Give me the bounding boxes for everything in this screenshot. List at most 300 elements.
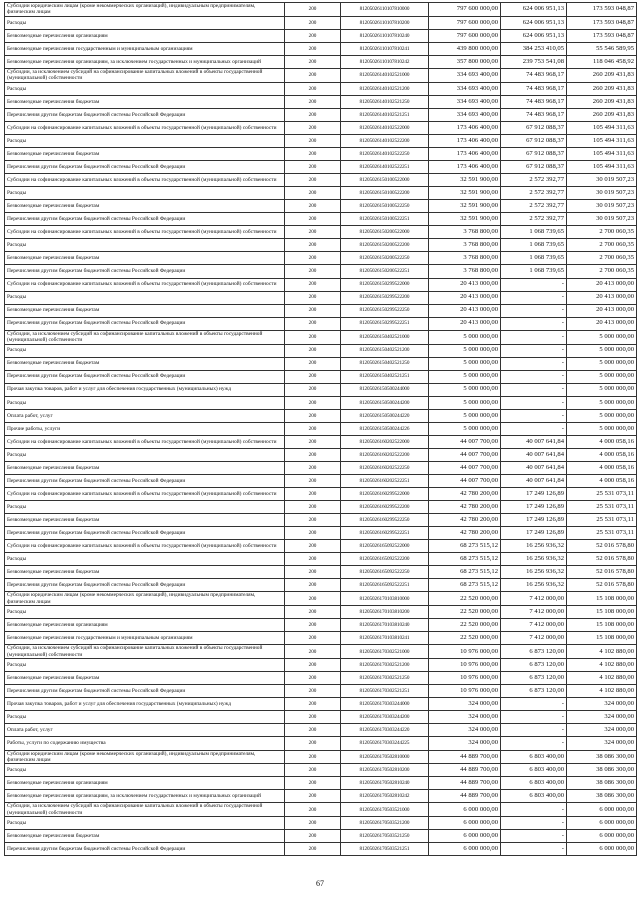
row-executed-amount: 17 249 126,89 bbox=[501, 501, 567, 514]
row-unexecuted-amount: 52 016 578,80 bbox=[567, 566, 637, 579]
row-code: 200 bbox=[285, 108, 341, 121]
row-code: 200 bbox=[285, 566, 341, 579]
row-executed-amount: - bbox=[501, 724, 567, 737]
row-executed-amount: 624 006 951,13 bbox=[501, 29, 567, 42]
row-executed-amount: 1 068 739,65 bbox=[501, 239, 567, 252]
row-executed-amount: 7 412 000,00 bbox=[501, 606, 567, 619]
row-name: Расходы bbox=[5, 659, 285, 672]
row-name: Безвозмездные перечисления бюджетам bbox=[5, 95, 285, 108]
row-kbk: 81205026160299522000 bbox=[341, 488, 429, 501]
row-executed-amount: - bbox=[501, 803, 567, 817]
row-kbk: 81205026110107810240 bbox=[341, 29, 429, 42]
row-executed-amount: 6 803 400,00 bbox=[501, 790, 567, 803]
row-unexecuted-amount: 5 000 000,00 bbox=[567, 383, 637, 396]
row-name: Безвозмездные перечисления бюджетам bbox=[5, 566, 285, 579]
row-name: Перечисления другим бюджетам бюджетной системы Российской Федерации bbox=[5, 213, 285, 226]
row-kbk: 81205026170303244200 bbox=[341, 711, 429, 724]
row-code: 200 bbox=[285, 659, 341, 672]
row-kbk: 81205026165092522251 bbox=[341, 579, 429, 592]
row-executed-amount: 6 873 120,00 bbox=[501, 672, 567, 685]
row-unexecuted-amount: 25 531 073,11 bbox=[567, 514, 637, 527]
table-row bbox=[5, 396, 637, 409]
row-name: Расходы bbox=[5, 764, 285, 777]
row-executed-amount: 74 483 968,17 bbox=[501, 95, 567, 108]
row-name: Расходы bbox=[5, 501, 285, 514]
table-row bbox=[5, 265, 637, 278]
row-executed-amount: - bbox=[501, 317, 567, 330]
row-name: Расходы bbox=[5, 82, 285, 95]
table-row bbox=[5, 553, 637, 566]
row-code: 200 bbox=[285, 252, 341, 265]
row-name: Субсидии, за исключением субсидий на софинансирование капитальных вложений в объекты государственной (муниципальной) собственности bbox=[5, 69, 285, 83]
row-approved-amount: 10 976 000,00 bbox=[429, 659, 501, 672]
row-kbk: 81205026140102522200 bbox=[341, 135, 429, 148]
row-executed-amount: - bbox=[501, 698, 567, 711]
row-name: Безвозмездные перечисления организациям bbox=[5, 29, 285, 42]
row-unexecuted-amount: 20 413 000,00 bbox=[567, 278, 637, 291]
row-code: 200 bbox=[285, 737, 341, 750]
row-code: 200 bbox=[285, 632, 341, 645]
row-code: 200 bbox=[285, 226, 341, 239]
row-name: Оплата работ, услуг bbox=[5, 409, 285, 422]
row-name: Безвозмездные перечисления бюджетам bbox=[5, 357, 285, 370]
row-name: Перечисления другим бюджетам бюджетной системы Российской Федерации bbox=[5, 843, 285, 856]
row-code: 200 bbox=[285, 304, 341, 317]
table-row bbox=[5, 488, 637, 501]
table-row bbox=[5, 82, 637, 95]
row-unexecuted-amount: 173 593 048,87 bbox=[567, 3, 637, 17]
row-executed-amount: 67 912 088,37 bbox=[501, 135, 567, 148]
row-name: Субсидии на софинансирование капитальных вложений в объекты государственной (муниципальной) собственности bbox=[5, 435, 285, 448]
row-code: 200 bbox=[285, 592, 341, 606]
row-unexecuted-amount: 2 700 060,35 bbox=[567, 226, 637, 239]
row-kbk: 81205026160299522200 bbox=[341, 501, 429, 514]
row-executed-amount: 74 483 968,17 bbox=[501, 82, 567, 95]
table-row bbox=[5, 383, 637, 396]
row-name: Прочая закупка товаров, работ и услуг для обеспечения государственных (муниципальных) нужд bbox=[5, 698, 285, 711]
table-row bbox=[5, 659, 637, 672]
row-executed-amount: - bbox=[501, 344, 567, 357]
table-row bbox=[5, 514, 637, 527]
row-kbk: 81205026150500244220 bbox=[341, 409, 429, 422]
row-executed-amount: - bbox=[501, 304, 567, 317]
table-row bbox=[5, 187, 637, 200]
table-row bbox=[5, 174, 637, 187]
row-name: Расходы bbox=[5, 187, 285, 200]
row-executed-amount: - bbox=[501, 409, 567, 422]
table-row bbox=[5, 435, 637, 448]
row-unexecuted-amount: 105 494 311,63 bbox=[567, 161, 637, 174]
row-name: Субсидии, за исключением субсидий на софинансирование капитальных вложений в объекты государственной (муниципальной) собственности bbox=[5, 803, 285, 817]
row-approved-amount: 44 007 700,00 bbox=[429, 435, 501, 448]
row-code: 200 bbox=[285, 3, 341, 17]
row-code: 200 bbox=[285, 148, 341, 161]
row-unexecuted-amount: 5 000 000,00 bbox=[567, 409, 637, 422]
table-row bbox=[5, 55, 637, 68]
row-name: Безвозмездные перечисления государственным и муниципальным организациям bbox=[5, 42, 285, 55]
row-kbk: 81205026165092522200 bbox=[341, 553, 429, 566]
row-code: 200 bbox=[285, 790, 341, 803]
row-executed-amount: 7 412 000,00 bbox=[501, 592, 567, 606]
row-name: Безвозмездные перечисления бюджетам bbox=[5, 672, 285, 685]
row-name: Безвозмездные перечисления бюджетам bbox=[5, 252, 285, 265]
row-code: 200 bbox=[285, 645, 341, 659]
table-row bbox=[5, 817, 637, 830]
row-code: 200 bbox=[285, 724, 341, 737]
row-approved-amount: 22 520 000,00 bbox=[429, 632, 501, 645]
row-name: Перечисления другим бюджетам бюджетной системы Российской Федерации bbox=[5, 685, 285, 698]
row-approved-amount: 334 693 400,00 bbox=[429, 108, 501, 121]
row-approved-amount: 3 768 800,00 bbox=[429, 252, 501, 265]
row-approved-amount: 22 520 000,00 bbox=[429, 592, 501, 606]
row-name: Перечисления другим бюджетам бюджетной системы Российской Федерации bbox=[5, 527, 285, 540]
row-executed-amount: 6 803 400,00 bbox=[501, 750, 567, 764]
row-name: Перечисления другим бюджетам бюджетной системы Российской Федерации bbox=[5, 265, 285, 278]
row-code: 200 bbox=[285, 291, 341, 304]
row-kbk: 81205026170103810241 bbox=[341, 632, 429, 645]
table-row bbox=[5, 330, 637, 344]
row-approved-amount: 5 000 000,00 bbox=[429, 370, 501, 383]
row-code: 200 bbox=[285, 672, 341, 685]
table-row bbox=[5, 579, 637, 592]
row-unexecuted-amount: 260 209 431,83 bbox=[567, 95, 637, 108]
row-kbk: 81205026150402521250 bbox=[341, 357, 429, 370]
row-approved-amount: 334 693 400,00 bbox=[429, 95, 501, 108]
row-executed-amount: 17 249 126,89 bbox=[501, 514, 567, 527]
row-name: Безвозмездные перечисления организациям, за исключением государственных и муниципальных организаций bbox=[5, 55, 285, 68]
row-code: 200 bbox=[285, 409, 341, 422]
row-executed-amount: - bbox=[501, 422, 567, 435]
table-row bbox=[5, 619, 637, 632]
row-executed-amount: 67 912 088,37 bbox=[501, 161, 567, 174]
row-executed-amount: 384 253 410,05 bbox=[501, 42, 567, 55]
row-unexecuted-amount: 4 000 058,16 bbox=[567, 474, 637, 487]
row-kbk: 81205026150200522000 bbox=[341, 226, 429, 239]
row-kbk: 81205026165092522000 bbox=[341, 540, 429, 553]
row-executed-amount: 67 912 088,37 bbox=[501, 148, 567, 161]
row-unexecuted-amount: 260 209 431,83 bbox=[567, 108, 637, 121]
row-name: Работы, услуги по содержанию имущества bbox=[5, 737, 285, 750]
table-row bbox=[5, 566, 637, 579]
row-code: 200 bbox=[285, 579, 341, 592]
row-name: Субсидии на софинансирование капитальных вложений в объекты государственной (муниципальной) собственности bbox=[5, 226, 285, 239]
row-approved-amount: 5 000 000,00 bbox=[429, 409, 501, 422]
row-executed-amount: - bbox=[501, 278, 567, 291]
row-kbk: 81205026170103810200 bbox=[341, 606, 429, 619]
row-unexecuted-amount: 38 086 300,00 bbox=[567, 777, 637, 790]
row-approved-amount: 20 413 000,00 bbox=[429, 317, 501, 330]
row-unexecuted-amount: 173 593 048,87 bbox=[567, 29, 637, 42]
budget-execution-table bbox=[4, 2, 637, 856]
row-kbk: 81205026170302521200 bbox=[341, 659, 429, 672]
row-approved-amount: 42 780 200,00 bbox=[429, 514, 501, 527]
row-approved-amount: 6 000 000,00 bbox=[429, 843, 501, 856]
table-row bbox=[5, 527, 637, 540]
row-kbk: 81205026170303244225 bbox=[341, 737, 429, 750]
row-unexecuted-amount: 6 000 000,00 bbox=[567, 843, 637, 856]
row-approved-amount: 68 273 515,12 bbox=[429, 553, 501, 566]
row-unexecuted-amount: 2 700 060,35 bbox=[567, 239, 637, 252]
row-unexecuted-amount: 105 494 311,63 bbox=[567, 121, 637, 134]
row-name: Субсидии, за исключением субсидий на софинансирование капитальных вложений в объекты государственной (муниципальной) собственности bbox=[5, 330, 285, 344]
table-row bbox=[5, 213, 637, 226]
row-executed-amount: 2 572 392,77 bbox=[501, 174, 567, 187]
table-body bbox=[5, 3, 637, 856]
row-approved-amount: 173 406 400,00 bbox=[429, 161, 501, 174]
row-unexecuted-amount: 15 108 000,00 bbox=[567, 592, 637, 606]
row-code: 200 bbox=[285, 239, 341, 252]
table-row bbox=[5, 148, 637, 161]
row-executed-amount: 74 483 968,17 bbox=[501, 69, 567, 83]
row-approved-amount: 68 273 515,12 bbox=[429, 566, 501, 579]
row-kbk: 81205026140102521251 bbox=[341, 108, 429, 121]
row-code: 200 bbox=[285, 488, 341, 501]
row-code: 200 bbox=[285, 711, 341, 724]
row-unexecuted-amount: 4 102 880,00 bbox=[567, 685, 637, 698]
row-name: Субсидии юридическим лицам (кроме некоммерческих организаций), индивидуальным предпринимателям, физическим лицам bbox=[5, 3, 285, 17]
table-row bbox=[5, 95, 637, 108]
row-unexecuted-amount: 4 102 880,00 bbox=[567, 659, 637, 672]
row-name: Расходы bbox=[5, 239, 285, 252]
row-unexecuted-amount: 4 000 058,16 bbox=[567, 461, 637, 474]
row-executed-amount: - bbox=[501, 817, 567, 830]
row-executed-amount: - bbox=[501, 843, 567, 856]
row-kbk: 81205026150402521251 bbox=[341, 370, 429, 383]
row-kbk: 81205026170302521250 bbox=[341, 672, 429, 685]
row-kbk: 81205026150100522000 bbox=[341, 174, 429, 187]
row-unexecuted-amount: 4 102 880,00 bbox=[567, 672, 637, 685]
row-executed-amount: 7 412 000,00 bbox=[501, 632, 567, 645]
row-name: Безвозмездные перечисления государственным и муниципальным организациям bbox=[5, 632, 285, 645]
row-unexecuted-amount: 5 000 000,00 bbox=[567, 422, 637, 435]
row-kbk: 81205026170302521251 bbox=[341, 685, 429, 698]
row-kbk: 81205026170502810240 bbox=[341, 777, 429, 790]
row-executed-amount: 40 007 641,84 bbox=[501, 461, 567, 474]
row-code: 200 bbox=[285, 69, 341, 83]
row-approved-amount: 5 000 000,00 bbox=[429, 344, 501, 357]
row-approved-amount: 3 768 800,00 bbox=[429, 265, 501, 278]
row-code: 200 bbox=[285, 330, 341, 344]
row-executed-amount: 624 006 951,13 bbox=[501, 3, 567, 17]
row-approved-amount: 32 591 900,00 bbox=[429, 187, 501, 200]
row-code: 200 bbox=[285, 514, 341, 527]
row-kbk: 81205026140102521000 bbox=[341, 69, 429, 83]
row-kbk: 81205026160299522250 bbox=[341, 514, 429, 527]
row-kbk: 81205026150500244226 bbox=[341, 422, 429, 435]
row-name: Безвозмездные перечисления бюджетам bbox=[5, 304, 285, 317]
row-unexecuted-amount: 20 413 000,00 bbox=[567, 317, 637, 330]
row-executed-amount: - bbox=[501, 737, 567, 750]
row-kbk: 81205026150500244200 bbox=[341, 396, 429, 409]
row-executed-amount: 6 803 400,00 bbox=[501, 764, 567, 777]
row-name: Безвозмездные перечисления бюджетам bbox=[5, 200, 285, 213]
row-code: 200 bbox=[285, 187, 341, 200]
row-unexecuted-amount: 30 019 507,23 bbox=[567, 200, 637, 213]
table-row bbox=[5, 803, 637, 817]
row-kbk: 81205026150100522200 bbox=[341, 187, 429, 200]
row-approved-amount: 5 000 000,00 bbox=[429, 422, 501, 435]
row-executed-amount: 17 249 126,89 bbox=[501, 527, 567, 540]
row-approved-amount: 324 000,00 bbox=[429, 737, 501, 750]
row-name: Субсидии юридическим лицам (кроме некоммерческих организаций), индивидуальным предпринимателям, физическим лицам bbox=[5, 750, 285, 764]
row-unexecuted-amount: 25 531 073,11 bbox=[567, 501, 637, 514]
row-approved-amount: 334 693 400,00 bbox=[429, 69, 501, 83]
table-row bbox=[5, 672, 637, 685]
row-approved-amount: 42 780 200,00 bbox=[429, 527, 501, 540]
row-executed-amount: 40 007 641,84 bbox=[501, 448, 567, 461]
row-executed-amount: 239 753 541,08 bbox=[501, 55, 567, 68]
row-code: 200 bbox=[285, 383, 341, 396]
row-unexecuted-amount: 5 000 000,00 bbox=[567, 357, 637, 370]
row-kbk: 81205026160202522251 bbox=[341, 474, 429, 487]
table-row bbox=[5, 108, 637, 121]
row-executed-amount: 74 483 968,17 bbox=[501, 108, 567, 121]
row-code: 200 bbox=[285, 278, 341, 291]
table-row bbox=[5, 461, 637, 474]
row-unexecuted-amount: 5 000 000,00 bbox=[567, 396, 637, 409]
row-name: Субсидии на софинансирование капитальных вложений в объекты государственной (муниципальной) собственности bbox=[5, 488, 285, 501]
row-code: 200 bbox=[285, 698, 341, 711]
table-row bbox=[5, 843, 637, 856]
row-approved-amount: 797 600 000,00 bbox=[429, 3, 501, 17]
row-approved-amount: 68 273 515,12 bbox=[429, 540, 501, 553]
row-executed-amount: 16 256 936,32 bbox=[501, 579, 567, 592]
table-row bbox=[5, 370, 637, 383]
table-row bbox=[5, 409, 637, 422]
row-approved-amount: 20 413 000,00 bbox=[429, 278, 501, 291]
row-approved-amount: 32 591 900,00 bbox=[429, 174, 501, 187]
row-unexecuted-amount: 6 000 000,00 bbox=[567, 803, 637, 817]
row-kbk: 81205026170502810242 bbox=[341, 790, 429, 803]
row-name: Перечисления другим бюджетам бюджетной системы Российской Федерации bbox=[5, 161, 285, 174]
row-approved-amount: 5 000 000,00 bbox=[429, 330, 501, 344]
row-executed-amount: - bbox=[501, 711, 567, 724]
row-unexecuted-amount: 52 016 578,80 bbox=[567, 579, 637, 592]
row-approved-amount: 32 591 900,00 bbox=[429, 200, 501, 213]
row-name: Расходы bbox=[5, 817, 285, 830]
row-approved-amount: 173 406 400,00 bbox=[429, 121, 501, 134]
row-executed-amount: - bbox=[501, 396, 567, 409]
table-row bbox=[5, 69, 637, 83]
row-executed-amount: - bbox=[501, 370, 567, 383]
table-row bbox=[5, 750, 637, 764]
table-row bbox=[5, 632, 637, 645]
row-kbk: 81205026170502810000 bbox=[341, 750, 429, 764]
row-approved-amount: 42 780 200,00 bbox=[429, 501, 501, 514]
row-unexecuted-amount: 173 593 048,87 bbox=[567, 16, 637, 29]
row-executed-amount: 1 068 739,65 bbox=[501, 252, 567, 265]
row-kbk: 81205026110107810241 bbox=[341, 42, 429, 55]
row-name: Перечисления другим бюджетам бюджетной системы Российской Федерации bbox=[5, 370, 285, 383]
row-executed-amount: 6 873 120,00 bbox=[501, 645, 567, 659]
row-executed-amount: 624 006 951,13 bbox=[501, 16, 567, 29]
row-name: Безвозмездные перечисления бюджетам bbox=[5, 148, 285, 161]
row-name: Перечисления другим бюджетам бюджетной системы Российской Федерации bbox=[5, 108, 285, 121]
table-row bbox=[5, 278, 637, 291]
row-kbk: 81205026170303244220 bbox=[341, 724, 429, 737]
row-kbk: 81205026150299522250 bbox=[341, 304, 429, 317]
row-kbk: 81205026170303244000 bbox=[341, 698, 429, 711]
row-approved-amount: 5 000 000,00 bbox=[429, 396, 501, 409]
row-name: Перечисления другим бюджетам бюджетной системы Российской Федерации bbox=[5, 474, 285, 487]
row-approved-amount: 44 007 700,00 bbox=[429, 448, 501, 461]
row-code: 200 bbox=[285, 200, 341, 213]
row-unexecuted-amount: 6 000 000,00 bbox=[567, 817, 637, 830]
row-approved-amount: 3 768 800,00 bbox=[429, 226, 501, 239]
table-row bbox=[5, 592, 637, 606]
table-row bbox=[5, 540, 637, 553]
row-code: 200 bbox=[285, 843, 341, 856]
row-name: Безвозмездные перечисления бюджетам bbox=[5, 830, 285, 843]
row-approved-amount: 44 889 700,00 bbox=[429, 764, 501, 777]
row-name: Субсидии юридическим лицам (кроме некоммерческих организаций), индивидуальным предпринимателям, физическим лицам bbox=[5, 592, 285, 606]
row-unexecuted-amount: 30 019 507,23 bbox=[567, 213, 637, 226]
row-unexecuted-amount: 4 102 880,00 bbox=[567, 645, 637, 659]
row-code: 200 bbox=[285, 16, 341, 29]
table-row bbox=[5, 239, 637, 252]
row-kbk: 81205026150402521000 bbox=[341, 330, 429, 344]
row-unexecuted-amount: 2 700 060,35 bbox=[567, 252, 637, 265]
row-kbk: 81205026170503521250 bbox=[341, 830, 429, 843]
row-executed-amount: 16 256 936,32 bbox=[501, 566, 567, 579]
table-row bbox=[5, 711, 637, 724]
row-code: 200 bbox=[285, 95, 341, 108]
row-name: Субсидии на софинансирование капитальных вложений в объекты государственной (муниципальной) собственности bbox=[5, 540, 285, 553]
row-executed-amount: 7 412 000,00 bbox=[501, 619, 567, 632]
table-row bbox=[5, 317, 637, 330]
row-name: Перечисления другим бюджетам бюджетной системы Российской Федерации bbox=[5, 579, 285, 592]
row-kbk: 81205026150299522251 bbox=[341, 317, 429, 330]
row-kbk: 81205026110107810242 bbox=[341, 55, 429, 68]
row-name: Расходы bbox=[5, 606, 285, 619]
table-row bbox=[5, 724, 637, 737]
row-approved-amount: 5 000 000,00 bbox=[429, 357, 501, 370]
row-executed-amount: - bbox=[501, 830, 567, 843]
row-name: Расходы bbox=[5, 448, 285, 461]
row-kbk: 81205026110107810000 bbox=[341, 3, 429, 17]
row-code: 200 bbox=[285, 396, 341, 409]
row-unexecuted-amount: 5 000 000,00 bbox=[567, 370, 637, 383]
row-approved-amount: 5 000 000,00 bbox=[429, 383, 501, 396]
table-row bbox=[5, 291, 637, 304]
row-code: 200 bbox=[285, 121, 341, 134]
table-row bbox=[5, 161, 637, 174]
row-code: 200 bbox=[285, 174, 341, 187]
row-executed-amount: 2 572 392,77 bbox=[501, 200, 567, 213]
row-code: 200 bbox=[285, 55, 341, 68]
row-name: Расходы bbox=[5, 711, 285, 724]
row-executed-amount: 1 068 739,65 bbox=[501, 265, 567, 278]
row-unexecuted-amount: 324 000,00 bbox=[567, 724, 637, 737]
table-row bbox=[5, 501, 637, 514]
row-code: 200 bbox=[285, 685, 341, 698]
row-code: 200 bbox=[285, 161, 341, 174]
row-approved-amount: 44 007 700,00 bbox=[429, 474, 501, 487]
row-unexecuted-amount: 30 019 507,23 bbox=[567, 174, 637, 187]
row-unexecuted-amount: 15 108 000,00 bbox=[567, 632, 637, 645]
row-kbk: 81205026165092522250 bbox=[341, 566, 429, 579]
row-unexecuted-amount: 55 546 589,95 bbox=[567, 42, 637, 55]
row-name: Безвозмездные перечисления организациям bbox=[5, 619, 285, 632]
row-executed-amount: - bbox=[501, 291, 567, 304]
table-row bbox=[5, 29, 637, 42]
page-number: 67 bbox=[316, 879, 324, 888]
row-name: Субсидии на софинансирование капитальных вложений в объекты государственной (муниципальной) собственности bbox=[5, 278, 285, 291]
row-code: 200 bbox=[285, 501, 341, 514]
row-code: 200 bbox=[285, 474, 341, 487]
row-code: 200 bbox=[285, 527, 341, 540]
row-kbk: 81205026150402521200 bbox=[341, 344, 429, 357]
